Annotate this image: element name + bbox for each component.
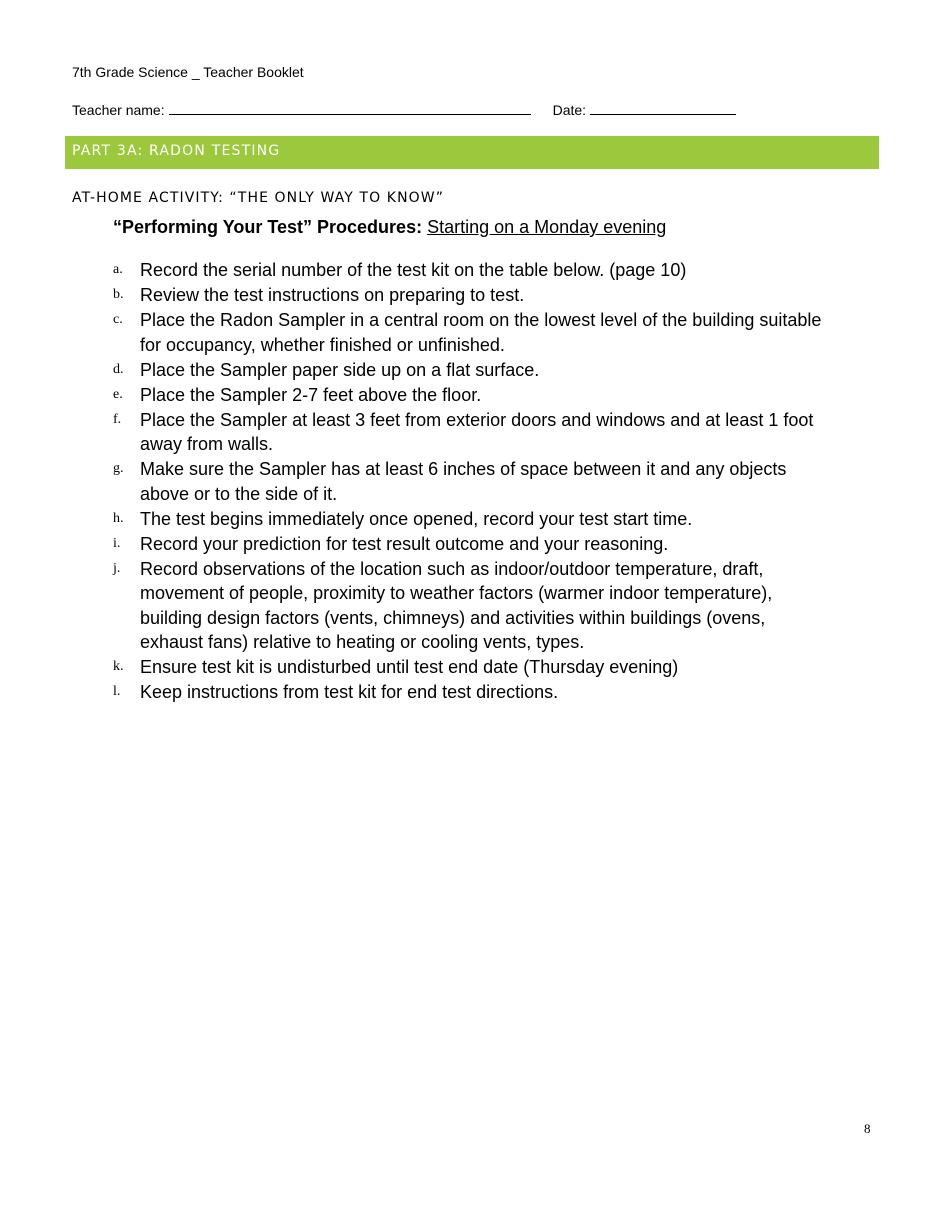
step-text: The test begins immediately once opened, record your test start time. (140, 508, 693, 529)
list-item (113, 457, 833, 506)
booklet-title: 7th Grade Science _ Teacher Booklet (72, 64, 304, 80)
list-item (113, 283, 833, 308)
list-item (113, 532, 833, 557)
date-blank (590, 100, 736, 115)
step-letter: a. (113, 262, 123, 277)
date-label: Date: (552, 102, 587, 118)
step-letter: e. (113, 386, 123, 402)
procedures-subtitle: Starting on a Monday evening (427, 217, 667, 237)
step-text: Record the serial number of the test kit on the table below. (page 10) (140, 260, 687, 280)
step-text: Place the Sampler 2-7 feet above the floor. (140, 384, 482, 405)
step-letter: k. (113, 659, 124, 674)
list-item (113, 383, 833, 408)
step-text: Place the Radon Sampler in a central room on the lowest level of the building suitable for occupancy, whether finished or unfinished. (140, 310, 822, 355)
teacher-name-blank (169, 100, 531, 115)
section-banner (65, 136, 879, 169)
step-letter: c. (113, 312, 123, 327)
step-text: Review the test instructions on preparing to test. (140, 285, 525, 305)
step-letter: g. (113, 461, 124, 476)
list-item (113, 258, 833, 283)
list-item (113, 358, 833, 383)
step-letter: j. (113, 560, 121, 576)
page-number: 8 (864, 1121, 871, 1136)
teacher-name-label: Teacher name: (72, 102, 165, 118)
list-item (113, 408, 833, 457)
step-text: Record observations of the location such as indoor/outdoor temperature, draft, movement of people, proximity to weather factors (warmer indoor temperature), building design factors (vents, chimneys) and activities within buildings (ovens, exhaust fans) relative to heating or cooling vents, types. (140, 558, 773, 652)
step-text: Record your prediction for test result outcome and your reasoning. (140, 533, 669, 554)
list-item (113, 507, 833, 532)
list-item (113, 557, 833, 655)
step-text: Keep instructions from test kit for end test directions. (140, 682, 559, 702)
step-letter: d. (113, 361, 124, 377)
procedures-heading (113, 217, 666, 238)
step-text: Ensure test kit is undisturbed until test end date (Thursday evening) (140, 657, 679, 677)
teacher-info-line (72, 100, 736, 118)
procedure-steps-list (113, 258, 833, 705)
activity-heading: AT-HOME ACTIVITY: “THE ONLY WAY TO KNOW” (72, 190, 445, 206)
step-text: Place the Sampler at least 3 feet from exterior doors and windows and at least 1 foot away from walls. (140, 409, 814, 454)
step-letter: i. (113, 535, 121, 551)
step-letter: b. (113, 287, 124, 302)
procedures-title: “Performing Your Test” Procedures: (113, 217, 423, 237)
step-letter: f. (113, 411, 122, 427)
section-banner-text: PART 3A: RADON TESTING (72, 143, 281, 159)
step-text: Make sure the Sampler has at least 6 inches of space between it and any objects above or to the side of it. (140, 459, 787, 504)
step-letter: l. (113, 684, 121, 699)
list-item (113, 680, 833, 705)
list-item (113, 308, 833, 357)
list-item (113, 655, 833, 680)
step-letter: h. (113, 510, 124, 526)
step-text: Place the Sampler paper side up on a flat surface. (140, 359, 540, 380)
